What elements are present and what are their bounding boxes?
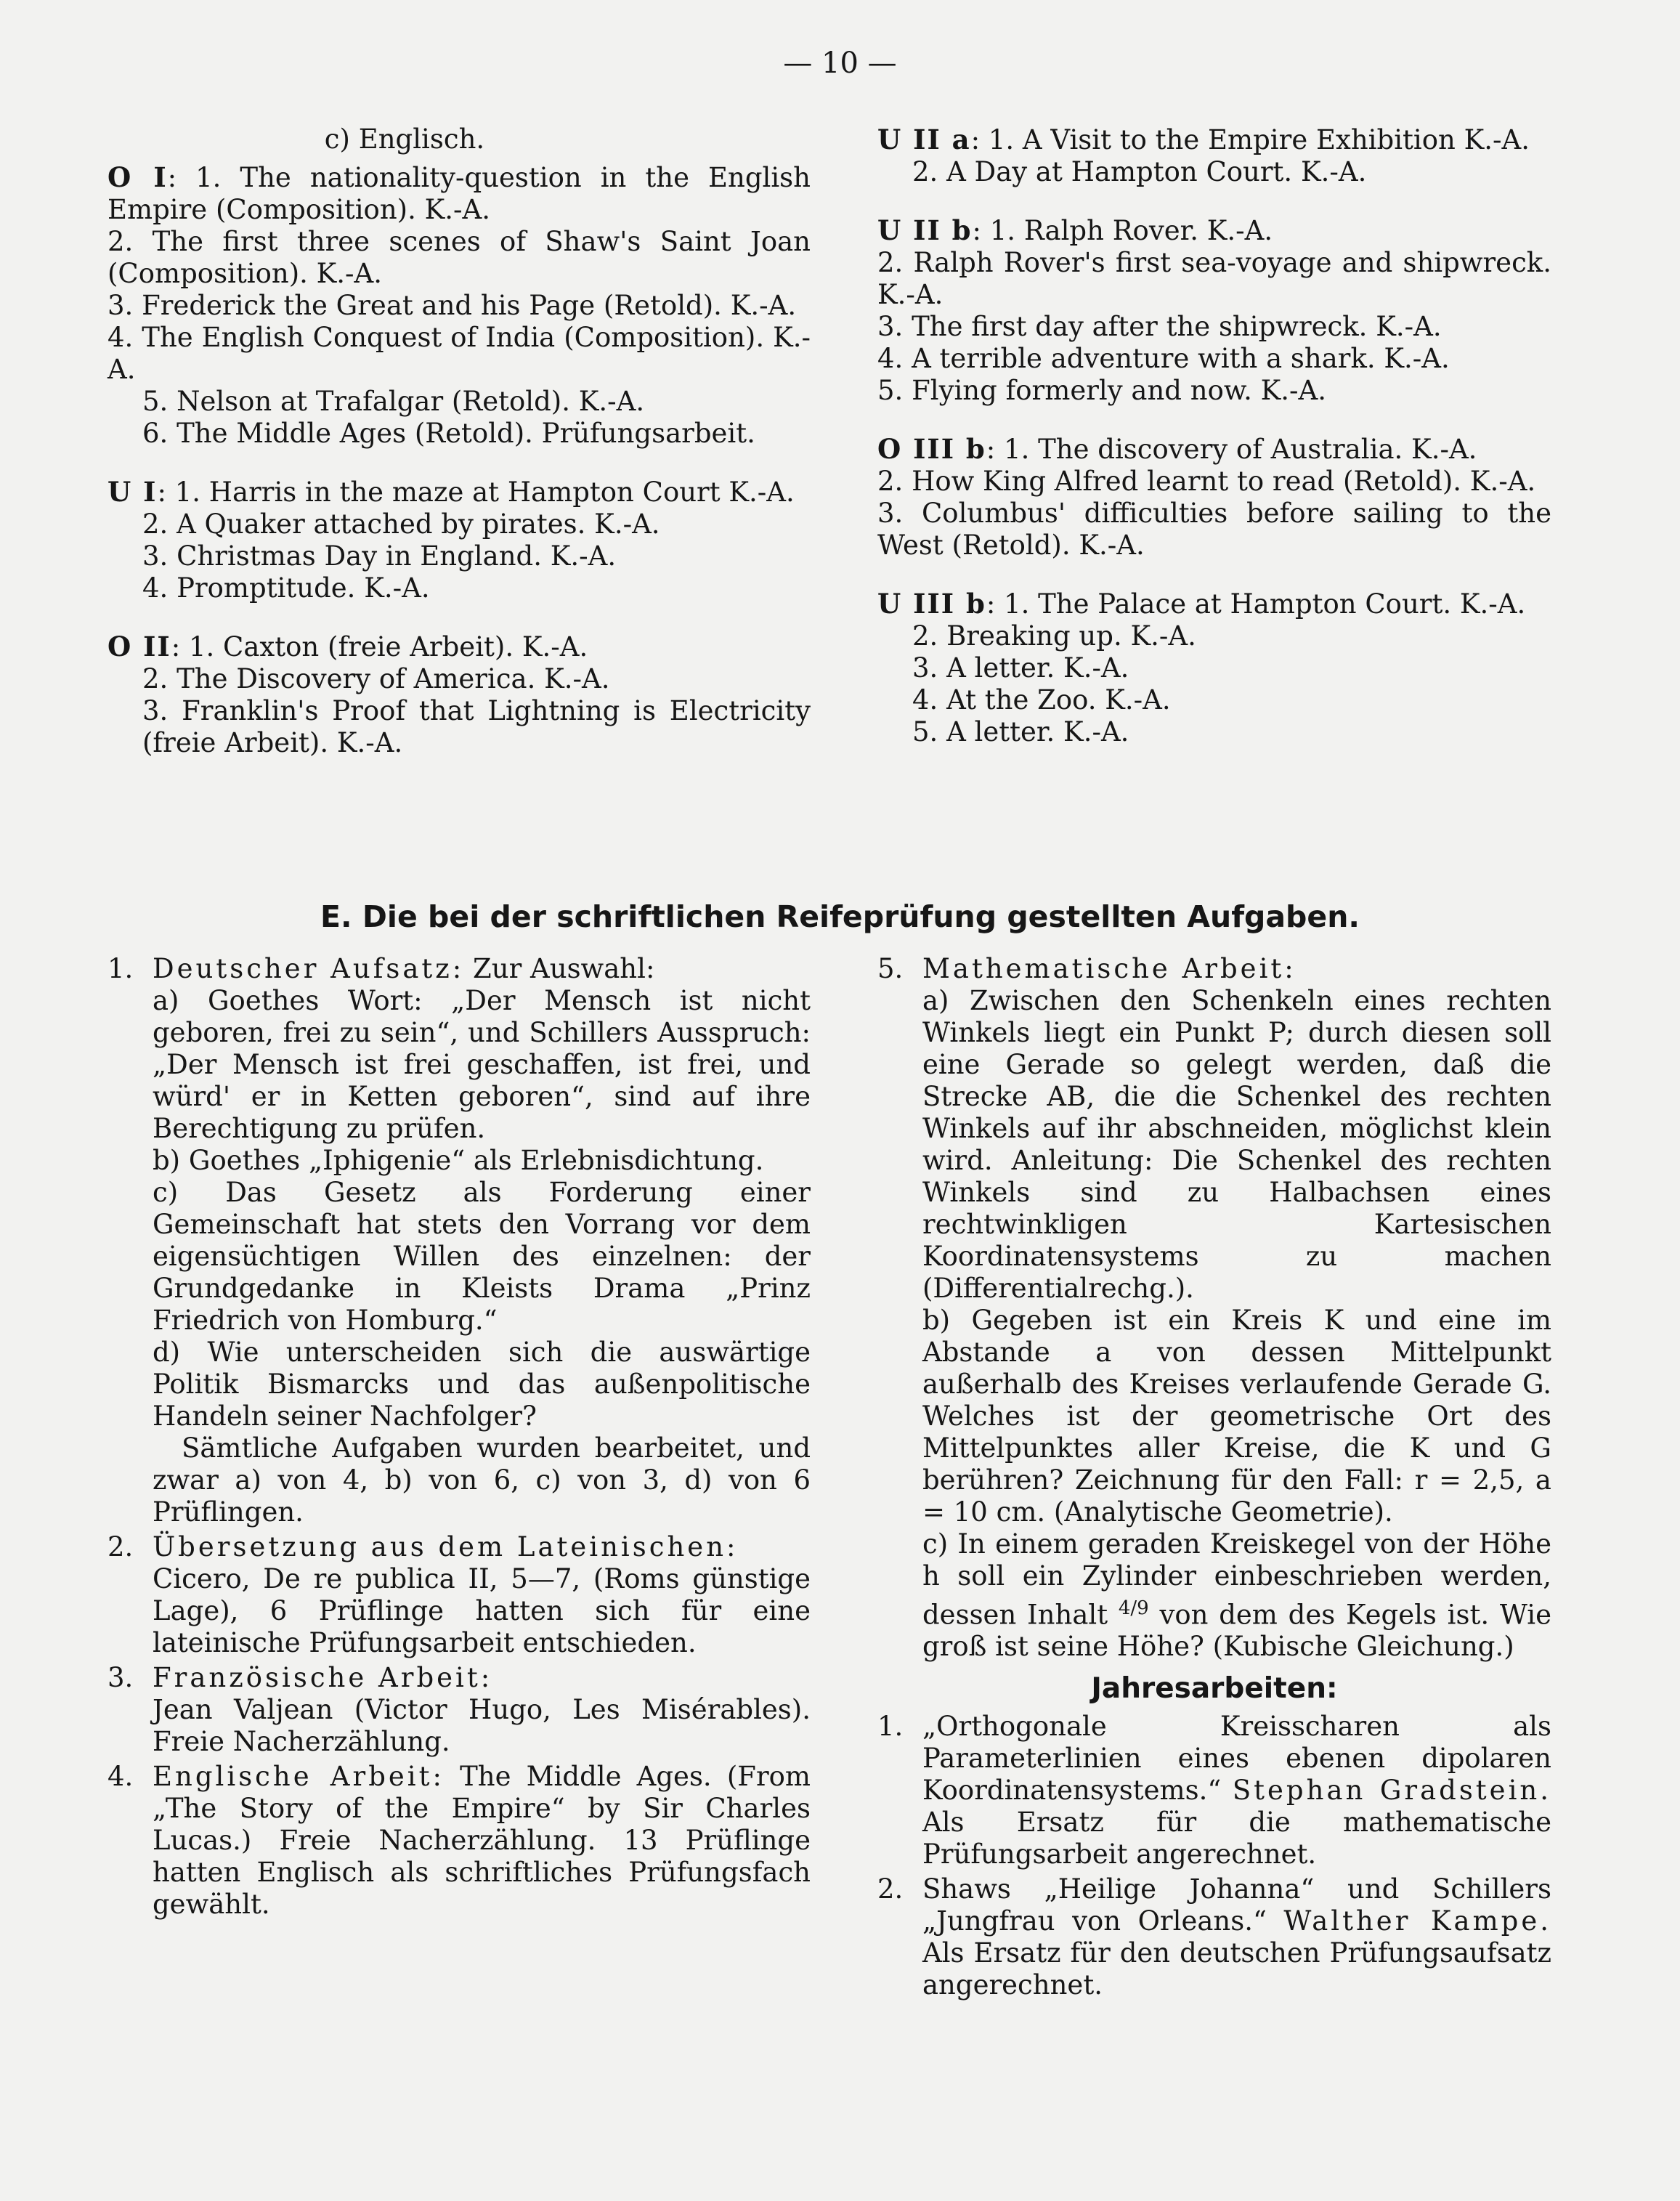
item-paragraph: Jean Valjean (Victor Hugo, Les Misérables). Freie Nacherzählung. xyxy=(153,1694,811,1757)
work-note: Als Ersatz für die mathematische Prüfungsarbeit angerechnet. xyxy=(922,1807,1551,1870)
topic-line: 1. Ralph Rover. K.-A. xyxy=(989,215,1273,246)
topic-line: 2. Breaking up. K.-A. xyxy=(912,620,1196,652)
group-tag: O II xyxy=(107,631,171,662)
exam-item-math xyxy=(877,953,1551,1663)
item-paragraph: c) Das Gesetz als Forderung einer Gemeinschaft hat stets den Vorrang vor dem eigensüchtigen Willen des einzelnen: der Grundgedanke in Kleists Drama „Prinz Friedrich von Homburg.“ xyxy=(153,1177,811,1336)
item-paragraph: a) Goethes Wort: „Der Mensch ist nicht geboren, frei zu sein“, und Schillers Ausspruch: „Der Mensch ist frei geschaffen, ist frei, und würd' er in Ketten geboren“, sind auf ihre Berechtigung zu prüfen. xyxy=(153,985,811,1144)
group-u1: U I: 1. Harris in the maze at Hampton Court K.-A. 2. A Quaker attached by pirates. K.-A. 3. Christmas Day in England. K.-A. 4. Promptitude. K.-A. xyxy=(107,476,811,604)
topic-line: 5. A letter. K.-A. xyxy=(912,716,1129,747)
group-tag: U I xyxy=(107,476,158,508)
item-head: Französische Arbeit: xyxy=(153,1662,493,1693)
item-number: 4. xyxy=(107,1761,134,1792)
item-paragraph: c) In einem geraden Kreiskegel von der Höhe h soll ein Zylinder einbeschrieben werden, dessen Inhalt xyxy=(922,1528,1551,1631)
item-head: Mathematische Arbeit: xyxy=(922,953,1296,984)
topic-line: 4. A terrible adventure with a shark. K.-A. xyxy=(877,343,1450,374)
topic-line: 5. Nelson at Trafalgar (Retold). K.-A. xyxy=(142,386,645,417)
topic-line: 4. The English Conquest of India (Composition). K.-A. xyxy=(107,322,811,385)
exam-item-german xyxy=(107,953,811,1528)
topic-line: 6. The Middle Ages (Retold). Prüfungsarbeit. xyxy=(142,418,755,449)
topic-line: 3. Franklin's Proof that Lightning is Electricity (freie Arbeit). K.-A. xyxy=(142,695,811,758)
jahresarbeiten-title: Jahresarbeiten: xyxy=(1091,1672,1338,1706)
topic-line: 1. The Palace at Hampton Court. K.-A. xyxy=(1004,588,1526,620)
topic-line: 2. A Quaker attached by pirates. K.-A. xyxy=(142,508,660,540)
topic-line: 1. Caxton (freie Arbeit). K.-A. xyxy=(188,631,588,662)
item-paragraph: b) Goethes „Iphigenie“ als Erlebnisdichtung. xyxy=(153,1145,764,1176)
item-number: 5. xyxy=(877,953,904,984)
student-name: Stephan Gradstein. xyxy=(1232,1775,1551,1807)
topic-line: 1. Harris in the maze at Hampton Court K.-A. xyxy=(174,477,795,508)
section-e-heading: E. Die bei der schriftlichen Reifeprüfung gestellten Aufgaben. xyxy=(320,899,1360,934)
english-title: c) Englisch. xyxy=(324,123,485,155)
topic-line: 1. The nationality-question in the English Empire (Composition). K.-A. xyxy=(107,162,811,225)
topic-line: 3. A letter. K.-A. xyxy=(912,652,1129,684)
english-left-column xyxy=(107,123,811,785)
item-number: 3. xyxy=(107,1662,134,1693)
topic-line: 4. At the Zoo. K.-A. xyxy=(912,684,1171,716)
group-o2: O II: 1. Caxton (freie Arbeit). K.-A. 2. The Discovery of America. K.-A. 3. Franklin's Proof that Lightning is Electricity (freie Arbeit). K.-A. xyxy=(107,631,811,758)
group-u3b: U III b: 1. The Palace at Hampton Court. K.-A. 2. Breaking up. K.-A. 3. A letter. K.-A. 4. At the Zoo. K.-A. 5. A letter. K.-A. xyxy=(877,588,1551,748)
group-tag: O III b xyxy=(877,433,986,465)
page-number: — 10 — xyxy=(783,46,897,80)
topic-line: 2. The first three scenes of Shaw's Saint Joan (Composition). K.-A. xyxy=(107,226,811,289)
topic-line: 2. Ralph Rover's first sea-voyage and shipwreck. K.-A. xyxy=(877,247,1551,310)
group-tag: O I xyxy=(107,161,168,193)
item-paragraph: a) Zwischen den Schenkeln eines rechten Winkels liegt ein Punkt P; durch diesen soll eine Gerade so gelegt werden, daß die Strecke AB, die die Schenkel des rechten Winkels auf ihr abschneiden, möglichst klein wird. Anleitung: Die Schenkel des rechten Winkels sind zu Halbachsen eines rechtwinkligen Kartesischen Koordinatensystems zu machen (Differentialrechg.). xyxy=(922,985,1551,1304)
topic-line: 4. Promptitude. K.-A. xyxy=(142,572,430,604)
student-name: Walther Kampe. xyxy=(1283,1905,1551,1937)
group-tag: U II a xyxy=(877,123,971,155)
annual-work-item xyxy=(877,1873,1551,2001)
item-paragraph: Sämtliche Aufgaben wurden bearbeitet, und zwar a) von 4, b) von 6, c) von 3, d) von 6 Prüflingen. xyxy=(153,1432,811,1528)
group-o3b: O III b: 1. The discovery of Australia. K.-A. 2. How King Alfred learnt to read (Retold). K.-A. 3. Columbus' difficulties before sailing to the West (Retold). K.-A. xyxy=(877,433,1551,561)
item-paragraph: b) Gegeben ist ein Kreis K und eine im Abstande a von dessen Mittelpunkt außerhalb des Kreises verlaufende Gerade G. Welches ist der geometrische Ort des Mittelpunktes aller Kreise, die K und G berühren? Zeichnung für den Fall: r = 2,5, a = 10 cm. (Analytische Geometrie). xyxy=(922,1305,1551,1528)
topic-line: 3. Columbus' difficulties before sailing to the West (Retold). K.-A. xyxy=(877,498,1551,561)
group-u2b: U II b: 1. Ralph Rover. K.-A. 2. Ralph Rover's first sea-voyage and shipwreck. K.-A. 3. The first day after the shipwreck. K.-A. 4. A terrible adventure with a shark. K.-A. 5. Flying formerly and now. K.-A. xyxy=(877,214,1551,406)
item-head: Englische Arbeit: xyxy=(153,1761,445,1792)
item-paragraph: d) Wie unterscheiden sich die auswärtige Politik Bismarcks und das außenpolitische Handeln seiner Nachfolger? xyxy=(153,1337,811,1432)
topic-line: 2. The Discovery of America. K.-A. xyxy=(142,663,610,694)
group-u2a: U II a: 1. A Visit to the Empire Exhibition K.-A. 2. A Day at Hampton Court. K.-A. xyxy=(877,123,1551,188)
item-head-rest: The Middle Ages. (From „The Story of the Empire“ by Sir Charles Lucas.) Freie Nacherzählung. 13 Prüflinge hatten Englisch als schriftliches Prüfungsfach gewählt. xyxy=(153,1761,811,1920)
group-tag: U III b xyxy=(877,588,986,620)
fraction: 4/9 xyxy=(1118,1597,1149,1619)
topic-line: 1. The discovery of Australia. K.-A. xyxy=(1004,434,1477,465)
item-paragraph: Cicero, De re publica II, 5—7, (Roms günstige Lage), 6 Prüflinge hatten sich für eine lateinische Prüfungsarbeit entschieden. xyxy=(153,1563,811,1658)
work-title: „Orthogonale Kreisscharen als Parameterlinien eines ebenen dipolaren Koordinatensystems.“ xyxy=(922,1711,1551,1807)
item-number: 2. xyxy=(107,1531,134,1562)
group-o1: O I: 1. The nationality-question in the English Empire (Composition). K.-A. 2. The first three scenes of Shaw's Saint Joan (Composition). K.-A. 3. Frederick the Great and his Page (Retold). K.-A. 4. The English Conquest of India (Composition). K.-A. 5. Nelson at Trafalgar (Retold). K.-A. 6. The Middle Ages (Retold). Prüfungsarbeit. xyxy=(107,161,811,449)
item-head: Deutscher Aufsatz: xyxy=(153,953,465,984)
item-head-rest: Zur Auswahl: xyxy=(464,953,655,984)
work-note: Als Ersatz für den deutschen Prüfungsaufsatz angerechnet. xyxy=(922,1937,1551,2001)
item-number: 2. xyxy=(877,1873,904,1905)
topic-line: 2. A Day at Hampton Court. K.-A. xyxy=(912,156,1367,187)
exam-item-french xyxy=(107,1662,811,1758)
topic-line: 1. A Visit to the Empire Exhibition K.-A. xyxy=(988,124,1530,155)
topic-line: 2. How King Alfred learnt to read (Retold). K.-A. xyxy=(877,466,1536,497)
item-number: 1. xyxy=(877,1711,904,1743)
topic-line: 3. Frederick the Great and his Page (Retold). K.-A. xyxy=(107,290,797,321)
exam-item-english xyxy=(107,1761,811,1921)
item-head: Übersetzung aus dem Lateinischen: xyxy=(153,1531,739,1562)
english-right-column xyxy=(877,123,1551,774)
annual-work-item xyxy=(877,1711,1551,1870)
topic-line: 3. The first day after the shipwreck. K.-A. xyxy=(877,311,1442,342)
exam-right-column xyxy=(877,953,1551,2004)
group-tag: U II b xyxy=(877,214,973,246)
exam-left-column xyxy=(107,953,811,1924)
exam-item-latin xyxy=(107,1531,811,1659)
work-title: Shaws „Heilige Johanna“ und Schillers „Jungfrau von Orleans.“ xyxy=(922,1873,1551,1937)
topic-line: 5. Flying formerly and now. K.-A. xyxy=(877,375,1327,406)
topic-line: 3. Christmas Day in England. K.-A. xyxy=(142,540,617,572)
item-paragraph: von dem des Kegels ist. Wie groß ist seine Höhe? (Kubische Gleichung.) xyxy=(922,1599,1551,1663)
item-number: 1. xyxy=(107,953,134,984)
